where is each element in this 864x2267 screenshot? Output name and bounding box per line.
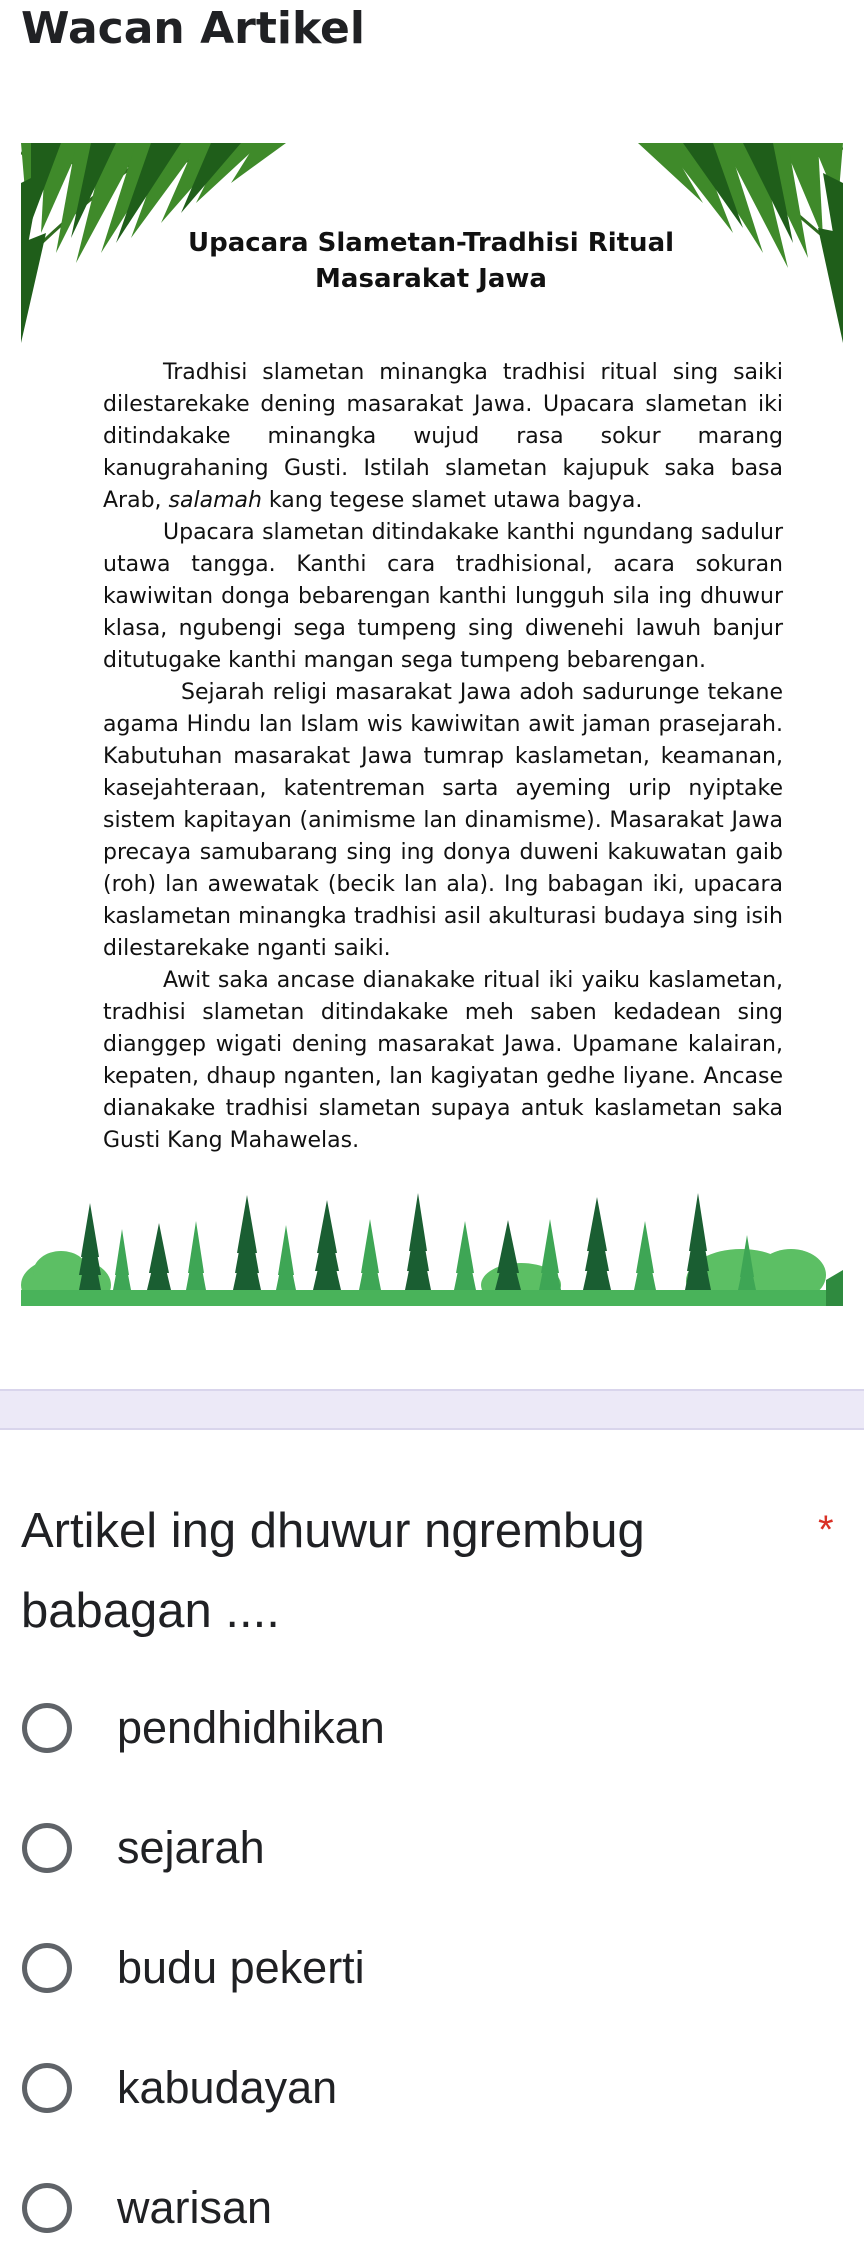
article-paragraph: Tradhisi slametan minangka tradhisi ritual sing saiki dilestarekake dening masarakat Jawa. Upacara slametan iki ditindakake minangka wujud rasa sokur marang kanugrahaning Gusti. Istilah slametan kajupuk saka basa Arab, salamah kang tegese slamet utawa bagya. xyxy=(103,360,783,513)
option-sejarah[interactable] xyxy=(21,1815,821,1895)
radio-button[interactable] xyxy=(22,1943,72,1993)
option-warisan[interactable] xyxy=(21,2175,821,2255)
article-title: Upacara Slametan-Tradhisi Ritual Masarakat Jawa xyxy=(187,228,675,294)
required-indicator: * xyxy=(818,1508,834,1552)
section-divider xyxy=(0,1389,864,1430)
article-body xyxy=(103,357,783,1157)
radio-button[interactable] xyxy=(22,2183,72,2233)
option-label: kabudayan xyxy=(117,2062,338,2113)
option-label: warisan xyxy=(117,2182,273,2233)
option-kabudayan[interactable] xyxy=(21,2055,821,2135)
option-label: sejarah xyxy=(117,1822,265,1873)
article-paragraph: Upacara slametan ditindakake kanthi ngundang sadulur utawa tangga. Kanthi cara tradhisional, acara sokuran kawiwitan donga bebarengan kanthi lungguh sila ing dhuwur klasa, ngubengi sega tumpeng sing diwenehi lawuh banjur ditutugake kanthi mangan sega tumpeng bebarengan. xyxy=(103,520,783,673)
option-label: pendhidhikan xyxy=(117,1702,385,1753)
radio-button[interactable] xyxy=(22,1823,72,1873)
pine-forest-illustration-icon xyxy=(21,1185,843,1306)
option-budu-pekerti[interactable] xyxy=(21,1935,821,2015)
italic-term: salamah xyxy=(168,488,262,513)
option-pendhidhikan[interactable] xyxy=(21,1695,821,1775)
option-label: budu pekerti xyxy=(117,1942,365,1993)
article-paragraph: Sejarah religi masarakat Jawa adoh sadurunge tekane agama Hindu lan Islam wis kawiwitan awit jaman prasejarah. Kabutuhan masarakat Jawa tumrap kaslametan, keamanan, kasejahteraan, katentreman sarta ayeming urip nyiptake sistem kapitayan (animisme lan dinamisme). Masarakat Jawa precaya samubarang sing ing donya duweni kakuwatan gaib (roh) lan awewatak (becik lan ala). Ing babagan iki, upacara kaslametan minangka tradhisi asil akulturasi budaya sing isih dilestarekake nganti saiki. xyxy=(103,680,783,961)
section-title: Wacan Artikel xyxy=(21,3,365,54)
article-paragraph: Awit saka ancase dianakake ritual iki yaiku kaslametan, tradhisi slametan ditindakake meh saben kedadean sing dianggep wigati dening masarakat Jawa. Upamane kalairan, kepaten, dhaup nganten, lan kagiyatan gedhe liyane. Ancase dianakake tradhisi slametan supaya antuk kaslametan saka Gusti Kang Mahawelas. xyxy=(103,968,783,1153)
article-image xyxy=(21,143,843,1306)
question-title: Artikel ing dhuwur ngrembug babagan .... xyxy=(21,1504,645,1638)
radio-button[interactable] xyxy=(22,2063,72,2113)
radio-button[interactable] xyxy=(22,1703,72,1753)
